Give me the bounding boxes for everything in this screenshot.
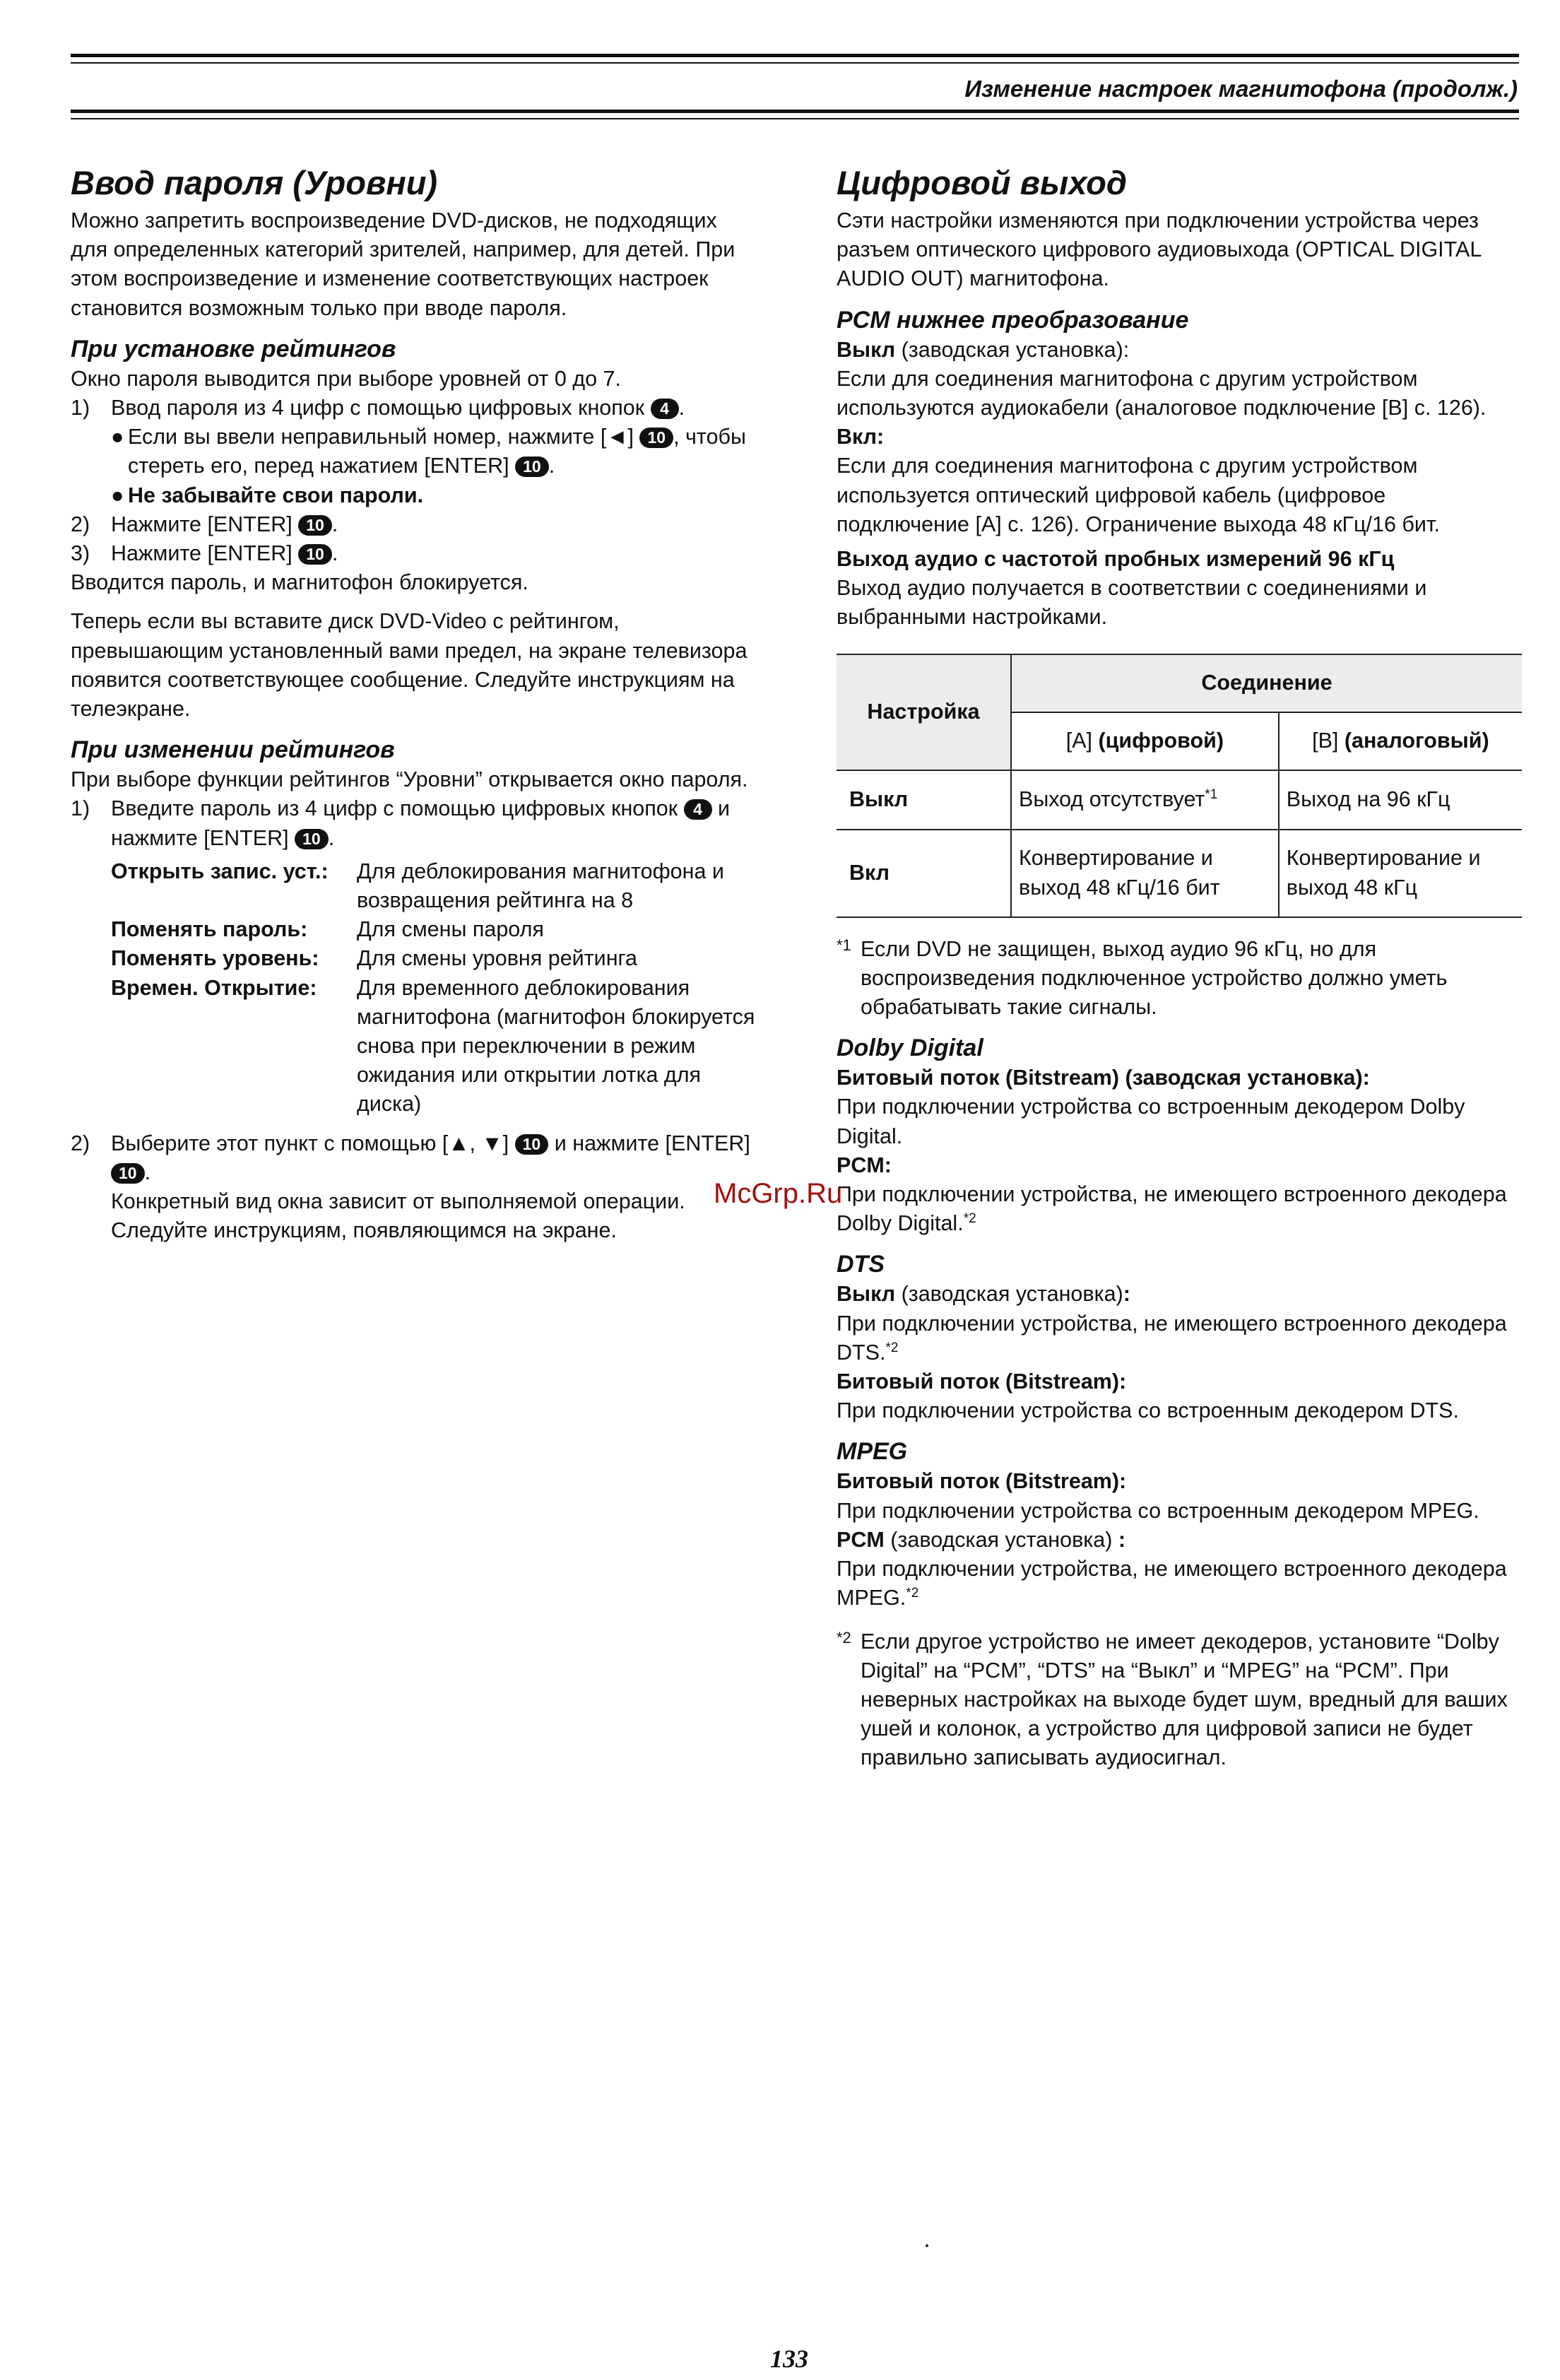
digital-output-title: Цифровой выход [837,164,1127,201]
dts-text-1: При подключении устройства, не имеющего встроенного декодера DTS.$^{*2}$ [837,1311,1507,1365]
table-row-label: Выкл [837,770,1011,830]
dts-label-1: Выкл (заводская установка): [837,1282,1130,1307]
pcm-96k-label: Выход аудио с частотой пробных измерений 96 кГц [837,547,1395,572]
key-10-badge: 10 [639,428,673,448]
table-cell: Выход отсутствует$^{*1}$ [1011,770,1279,830]
key-10-badge: 10 [515,1134,549,1155]
table-subheader-a: [A] (цифровой) [1011,712,1279,770]
dolby-text-1: При подключении устройства со встроенным декодером Dolby Digital. [837,1095,1465,1148]
table-header-setting: Настройка [837,654,1011,770]
right-column [837,163,1522,1773]
dolby-text-2: При подключении устройства, не имеющего встроенного декодера Dolby Digital.$^{*2}$ [837,1182,1507,1236]
mpeg-label-2: PCM (заводская установка) : [837,1527,1126,1552]
table-cell: Конвертирование и выход 48 кГц [1279,830,1522,917]
digital-output-intro: Сэти настройки изменяются при подключении устройства через разъем оптического цифрового аудиовыхода (OPTICAL DIGITAL AUDIO OUT) магнитофона. [837,208,1482,291]
footnote-1: *1 Если DVD не защищен, выход аудио 96 кГц, но для воспроизведения подключенное устройство должно уметь обрабатывать такие сигналы. [837,936,1448,1020]
key-10-badge: 10 [111,1163,145,1184]
table-cell: Выход на 96 кГц [1279,770,1522,830]
header-rule-thin [71,62,1519,64]
key-10-badge: 10 [298,544,332,565]
pcm-off-text: Если для соединения магнитофона с другим устройством используются аудиокабели (аналоговое подключение [B] с. 126). [837,366,1487,420]
table-subheader-b: [B] (аналоговый) [1279,712,1522,770]
scan-speck [926,2244,928,2247]
change-step-2-note: Конкретный вид окна зависит от выполняемой операции. Следуйте инструкциям, появляющимся на экране. [111,1189,685,1243]
left-column [71,163,756,1246]
option-term: Поменять пароль: [111,917,308,942]
mpeg-text-1: При подключении устройства со встроенным декодером MPEG. [837,1498,1479,1523]
header-rule-bottom [71,110,1519,113]
option-desc: Для смены пароля [357,917,544,942]
option-term: Открыть запис. уст.: [111,859,329,883]
setting-bullet-2: ● Не забывайте свои пароли. [111,483,424,507]
option-term: Поменять уровень: [111,946,319,971]
password-intro: Можно запретить воспроизведение DVD-дисков, не подходящих для определенных категорий зрителей, например, для детей. При этом воспроизведение и изменение соответствующих настроек становится возможным только при вводе пароля. [71,208,735,320]
watermark: McGrp.Ru [714,1178,843,1209]
change-step-1: 1) Введите пароль из 4 цифр с помощью цифровых кнопок 4 и нажмите [ENTER] 10 . [71,796,731,850]
key-4-badge: 4 [684,799,712,820]
change-step-2: 2) Выберите этот пункт с помощью [▲, ▼] 10 и нажмите [ENTER] 10 . [71,1131,750,1184]
options-list [71,857,756,1119]
setting-result: Вводится пароль, и магнитофон блокируется. [71,570,528,595]
option-term: Времен. Открытие: [111,975,317,1000]
pcm-on-label: Вкл: [837,425,885,449]
change-line: При выборе функции рейтингов “Уровни” открывается окно пароля. [71,767,748,792]
dts-label-2: Битовый поток (Bitstream): [837,1369,1127,1394]
key-10-badge: 10 [515,456,549,477]
footnote-2: *2 Если другое устройство не имеет декодеров, установите “Dolby Digital” на “PCM”, “DTS” на “Выкл” и “MPEG” на “PCM”. При неверных настройках на выходе будет шум, вредный для ваших ушей и колонок, а устройство для цифровой записи не будет правильно записывать аудиосигнал. [837,1628,1508,1770]
option-desc: Для временного деблокирования магнитофона (магнитофон блокируется снова при переключении в режим ожидания или открытии лотка для диска) [357,975,755,1117]
dolby-label-2: PCM: [837,1153,892,1177]
dolby-heading: Dolby Digital [837,1035,983,1062]
setting-bullet-1: ● Если вы ввели неправильный номер, нажмите [◄] 10 , чтобы стереть его, перед нажатием [ENTER] 10 . [111,425,746,478]
password-section-title: Ввод пароля (Уровни) [71,164,438,201]
key-10-badge: 10 [295,829,329,849]
key-4-badge: 4 [651,399,679,419]
setting-step-2: 2) Нажмите [ENTER] 10 . [71,512,338,536]
table-cell: Конвертирование и выход 48 кГц/16 бит [1011,830,1279,917]
setting-paragraph: Теперь если вы вставите диск DVD-Video с рейтингом, превышающим установленный вами предел, на экране телевизора появится соответствующее сообщение. Следуйте инструкциям на телеэкране. [71,609,748,721]
header-rule-bottom-thin [71,118,1519,119]
setting-step-3: 3) Нажмите [ENTER] 10 . [71,541,338,566]
setting-step-1: 1) Ввод пароля из 4 цифр с помощью цифровых кнопок 4 . [71,396,685,420]
key-10-badge: 10 [298,515,332,536]
connection-table [837,654,1522,918]
table-row-label: Вкл [837,830,1011,917]
change-ratings-heading: При изменении рейтингов [71,736,395,764]
dts-heading: DTS [837,1251,885,1278]
page-number: 133 [770,2345,808,2373]
option-desc: Для смены уровня рейтинга [357,946,637,971]
option-desc: Для деблокирования магнитофона и возвращения рейтинга на 8 [357,859,724,913]
dolby-label-1: Битовый поток (Bitstream) (заводская установка): [837,1066,1370,1090]
pcm-96k-text: Выход аудио получается в соответствии с соединениями и выбранными настройками. [837,576,1427,630]
mpeg-text-2: При подключении устройства, не имеющего встроенного декодера MPEG.$^{*2}$ [837,1557,1507,1610]
setting-line: Окно пароля выводится при выборе уровней от 0 до 7. [71,366,621,391]
header-title: Изменение настроек магнитофона (продолж.) [964,76,1518,102]
dts-text-2: При подключении устройства со встроенным декодером DTS. [837,1398,1459,1423]
mpeg-heading: MPEG [837,1438,908,1466]
header-rule-top [71,54,1519,57]
pcm-off-label: Выкл (заводская установка): [837,337,1130,362]
pcm-down-heading: PCM нижнее преобразование [837,306,1189,334]
setting-ratings-heading: При установке рейтингов [71,335,396,363]
pcm-on-text: Если для соединения магнитофона с другим устройством используется оптический цифровой кабель (цифровое подключение [A] с. 126). Ограничение выхода 48 кГц/16 бит. [837,454,1440,536]
table-header-connection: Соединение [1011,654,1522,712]
mpeg-label-1: Битовый поток (Bitstream): [837,1469,1127,1494]
